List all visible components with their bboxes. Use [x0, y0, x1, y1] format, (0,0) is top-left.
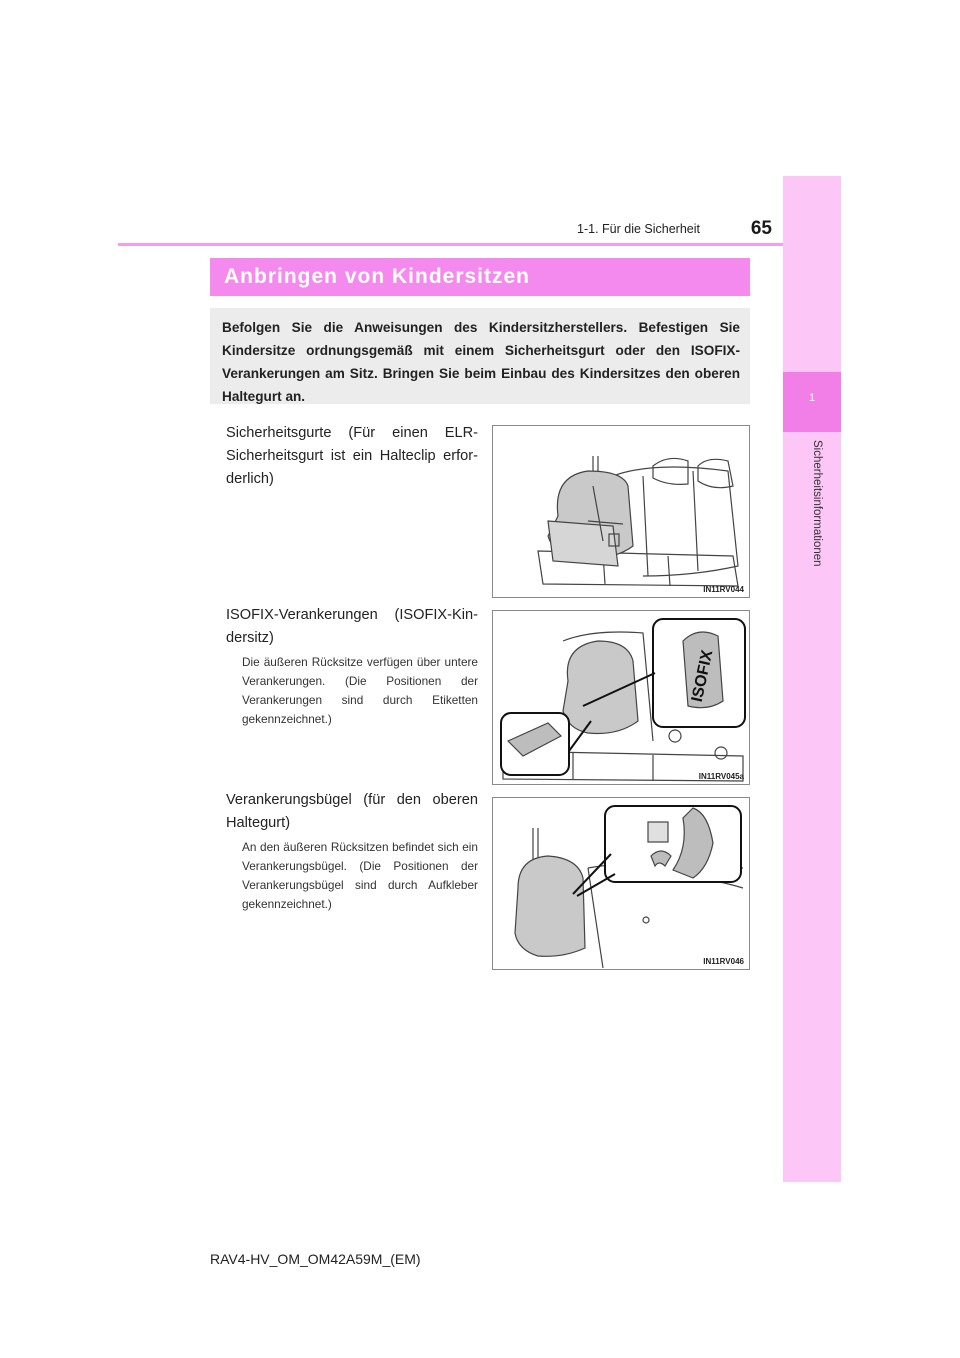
entry-seatbelts-title: Sicherheitsgurte (Für einen ELR-Sicherheitsgurt ist ein Halteclip erforderlich): [226, 425, 478, 487]
figure-top-tether-anchor: [492, 797, 750, 970]
top-tether-anchor-illustration: [493, 798, 751, 971]
entry-isofix-title: ISOFIX-Verankerungen (ISOFIX-Kindersitz): [226, 607, 478, 646]
section-title: Anbringen von Kindersitzen: [224, 265, 531, 288]
entry-anchor-bracket-description: An den äußeren Rücksitzen befindet sich ein Verankerungsbügel. (Die Positionen der Verankerungsbügel sind durch Aufkleber gekennzeichnet.): [242, 840, 478, 911]
figure-isofix-anchors: [492, 610, 750, 785]
intro-box: Befolgen Sie die Anweisungen des Kindersitzherstellers. Befestigen Sie Kindersitze ordnungsgemäß mit einem Sicherheitsgurt oder den ISOFIX-Verankerungen am Sitz. Bringen Sie beim Einbau des Kindersitzes den oberen Haltegurt an.: [210, 308, 750, 404]
entry-anchor-bracket-title: Verankerungsbügel (für den oberen Haltegurt): [226, 792, 478, 831]
footer-document-code: RAV4-HV_OM_OM42A59M_(EM): [210, 1251, 421, 1267]
chapter-number: 1: [808, 392, 816, 404]
chapter-side-tab: [783, 176, 841, 1182]
section-title-bar: [210, 258, 750, 296]
figure-code: IN11RV046: [703, 957, 744, 966]
figure-code: IN11RV044: [703, 585, 744, 594]
chapter-label: Sicherheitsinformationen: [811, 440, 823, 567]
seatbelt-childseat-illustration: [493, 426, 751, 599]
figure-code: IN11RV045a: [698, 772, 744, 781]
isofix-label: ISOFIX: [688, 648, 717, 704]
page-number: 65: [750, 218, 772, 239]
running-head: 1-1. Für die Sicherheit: [577, 222, 700, 236]
entry-isofix-description: Die äußeren Rücksitze verfügen über untere Verankerungen. (Die Positionen der Verankerungen sind durch Etiketten gekennzeichnet.): [242, 655, 478, 726]
isofix-anchors-illustration: [493, 611, 751, 786]
figure-seatbelt-childseat: [492, 425, 750, 598]
header-rule: [118, 243, 783, 246]
